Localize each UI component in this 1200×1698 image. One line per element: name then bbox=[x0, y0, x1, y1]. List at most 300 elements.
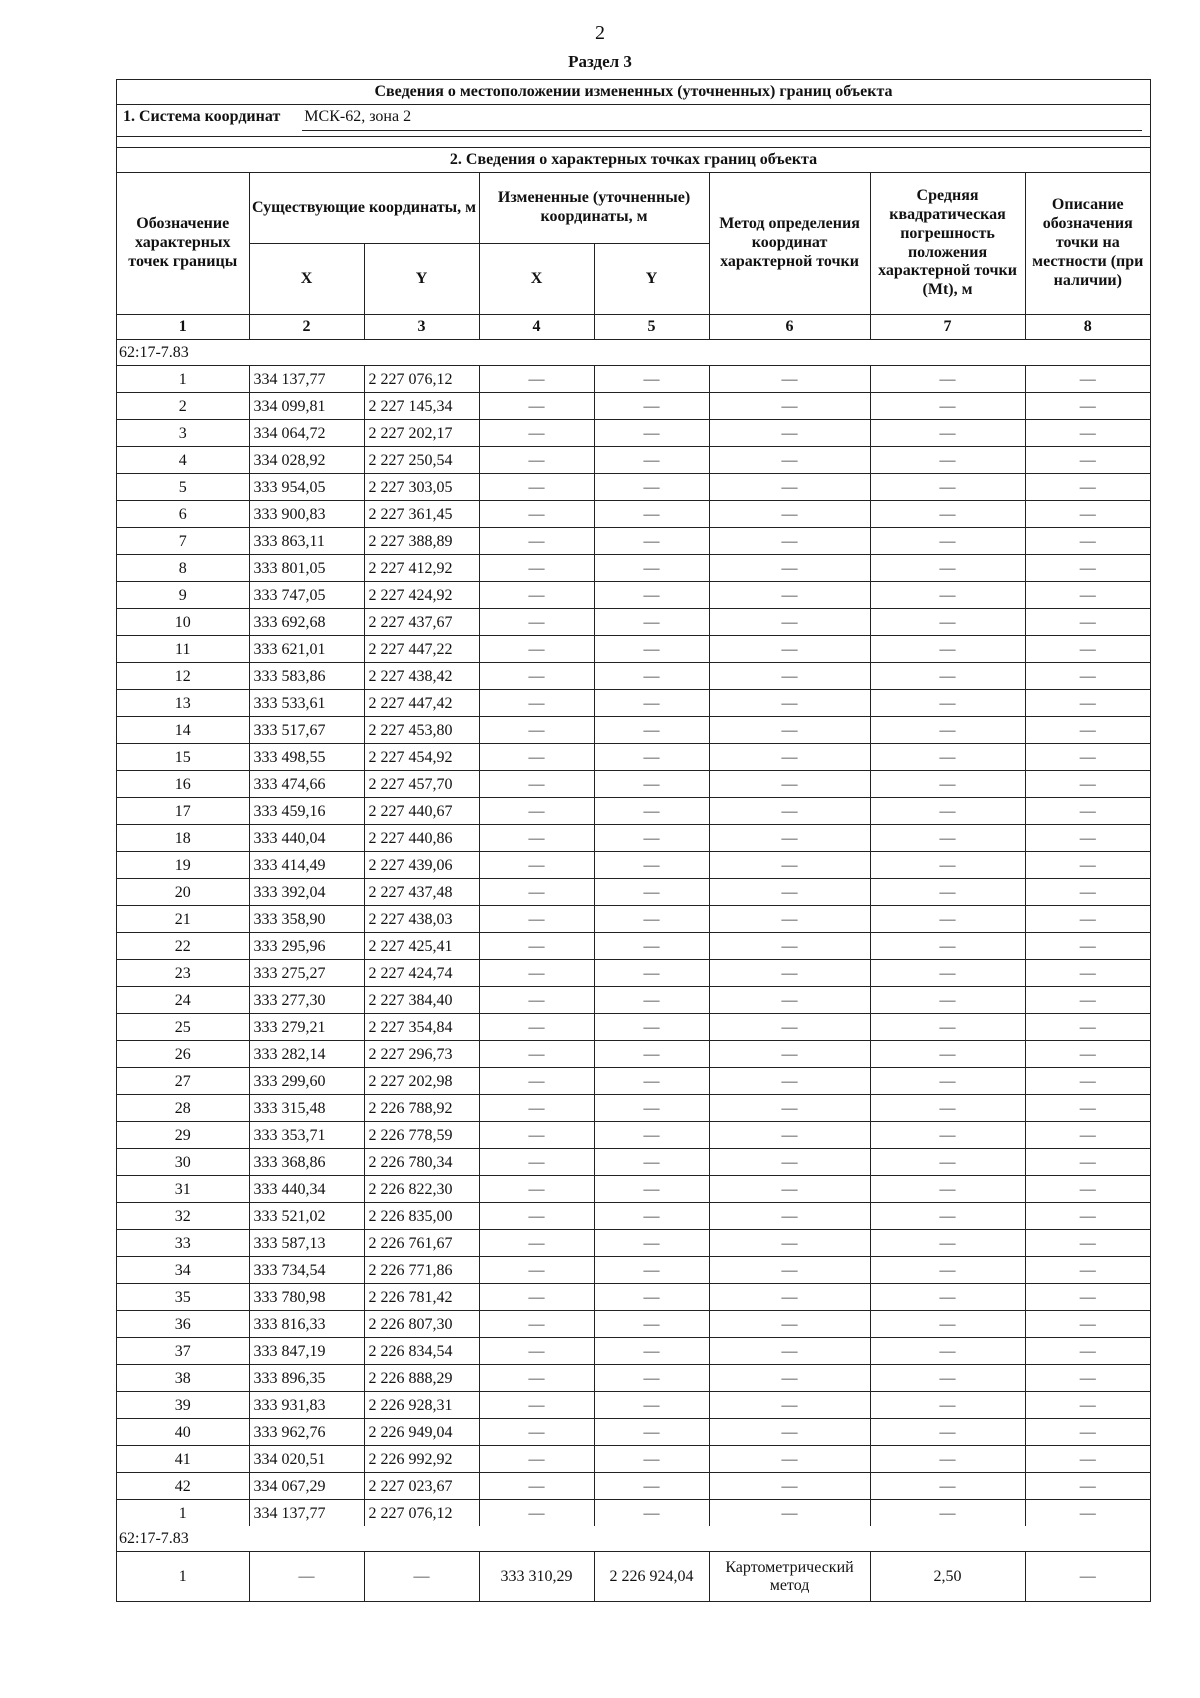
existing-x-value: 334 137,77 bbox=[249, 366, 364, 393]
description-value: — bbox=[1025, 987, 1150, 1014]
point-number: 18 bbox=[117, 825, 249, 852]
existing-y-value: 2 227 076,12 bbox=[364, 1500, 479, 1527]
existing-x-value: 333 533,61 bbox=[249, 690, 364, 717]
description-value: — bbox=[1025, 1419, 1150, 1446]
description-value: — bbox=[1025, 663, 1150, 690]
existing-y-value: 2 226 949,04 bbox=[364, 1419, 479, 1446]
table-row bbox=[117, 1392, 1150, 1419]
changed-y-value: — bbox=[594, 1068, 709, 1095]
description-value: — bbox=[1025, 1068, 1150, 1095]
changed-y-value: — bbox=[594, 933, 709, 960]
description-value: — bbox=[1025, 366, 1150, 393]
table-row bbox=[117, 636, 1150, 663]
table-row bbox=[117, 1014, 1150, 1041]
method-value: — bbox=[709, 744, 870, 771]
existing-y-value: 2 227 437,48 bbox=[364, 879, 479, 906]
existing-x-value: 334 064,72 bbox=[249, 420, 364, 447]
table-row bbox=[117, 825, 1150, 852]
header-existing-y: Y bbox=[364, 244, 479, 315]
point-number: 32 bbox=[117, 1203, 249, 1230]
table-row bbox=[117, 1311, 1150, 1338]
coord-system-label: 1. Система координат bbox=[123, 108, 281, 125]
changed-y-value: — bbox=[594, 1446, 709, 1473]
error-value: — bbox=[870, 1122, 1025, 1149]
method-value: — bbox=[709, 960, 870, 987]
table-row bbox=[117, 1203, 1150, 1230]
column-number: 3 bbox=[364, 315, 479, 340]
point-number: 33 bbox=[117, 1230, 249, 1257]
column-number: 1 bbox=[117, 315, 249, 340]
existing-y-value: 2 227 361,45 bbox=[364, 501, 479, 528]
error-value: — bbox=[870, 1068, 1025, 1095]
changed-x-value: — bbox=[479, 1392, 594, 1419]
existing-x-value: 333 459,16 bbox=[249, 798, 364, 825]
table-row bbox=[117, 1473, 1150, 1500]
description-value: — bbox=[1025, 1284, 1150, 1311]
existing-y-value: 2 227 296,73 bbox=[364, 1041, 479, 1068]
table-row bbox=[117, 1176, 1150, 1203]
changed-y-value: — bbox=[594, 852, 709, 879]
changed-x-value: — bbox=[479, 582, 594, 609]
point-number: 42 bbox=[117, 1473, 249, 1500]
table-row bbox=[117, 879, 1150, 906]
method-value: — bbox=[709, 1122, 870, 1149]
existing-y-value: 2 227 303,05 bbox=[364, 474, 479, 501]
points-body bbox=[117, 340, 1150, 1527]
changed-x-value: — bbox=[479, 1203, 594, 1230]
error-value: — bbox=[870, 717, 1025, 744]
point-number: 41 bbox=[117, 1446, 249, 1473]
existing-x-value: 333 847,19 bbox=[249, 1338, 364, 1365]
changed-x-value: — bbox=[479, 366, 594, 393]
method-value: — bbox=[709, 1392, 870, 1419]
method-value: — bbox=[709, 1473, 870, 1500]
table-row bbox=[117, 501, 1150, 528]
error-value: — bbox=[870, 1041, 1025, 1068]
error-value: — bbox=[870, 1149, 1025, 1176]
existing-x-value: 333 801,05 bbox=[249, 555, 364, 582]
changed-y-value: — bbox=[594, 1500, 709, 1527]
changed-y-value: — bbox=[594, 798, 709, 825]
table-row bbox=[117, 420, 1150, 447]
changed-y-value: — bbox=[594, 366, 709, 393]
existing-y-value: 2 226 778,59 bbox=[364, 1122, 479, 1149]
point-number: 25 bbox=[117, 1014, 249, 1041]
existing-y-value: 2 226 928,31 bbox=[364, 1392, 479, 1419]
changed-y-value: — bbox=[594, 1284, 709, 1311]
changed-y-value: — bbox=[594, 1365, 709, 1392]
description-value: — bbox=[1025, 1230, 1150, 1257]
method-value: — bbox=[709, 366, 870, 393]
error-value: — bbox=[870, 798, 1025, 825]
column-number: 4 bbox=[479, 315, 594, 340]
method-value: — bbox=[709, 555, 870, 582]
point-number: 3 bbox=[117, 420, 249, 447]
description-value: — bbox=[1025, 717, 1150, 744]
changed-y-value: — bbox=[594, 1149, 709, 1176]
description-value: — bbox=[1025, 852, 1150, 879]
existing-x-value: 333 692,68 bbox=[249, 609, 364, 636]
description-value: — bbox=[1025, 447, 1150, 474]
existing-x-value: 333 621,01 bbox=[249, 636, 364, 663]
changed-y-value: 2 226 924,04 bbox=[594, 1552, 709, 1602]
table-row bbox=[117, 1041, 1150, 1068]
existing-y-value: 2 226 888,29 bbox=[364, 1365, 479, 1392]
existing-x-value: 334 067,29 bbox=[249, 1473, 364, 1500]
method-value: — bbox=[709, 1014, 870, 1041]
existing-x-value: 333 954,05 bbox=[249, 474, 364, 501]
points-table bbox=[117, 173, 1150, 1601]
method-value: — bbox=[709, 1149, 870, 1176]
table-row bbox=[117, 798, 1150, 825]
point-number: 21 bbox=[117, 906, 249, 933]
changed-x-value: — bbox=[479, 1500, 594, 1527]
existing-x-value: 333 962,76 bbox=[249, 1419, 364, 1446]
description-value: — bbox=[1025, 1338, 1150, 1365]
changed-y-value: — bbox=[594, 1203, 709, 1230]
description-value: — bbox=[1025, 690, 1150, 717]
existing-x-value: 333 517,67 bbox=[249, 717, 364, 744]
existing-y-value: 2 227 023,67 bbox=[364, 1473, 479, 1500]
section-title: Раздел 3 bbox=[568, 52, 632, 71]
changed-x-value: — bbox=[479, 1365, 594, 1392]
header-description: Описание обозначения точки на местности (при наличии) bbox=[1025, 173, 1150, 315]
point-number: 16 bbox=[117, 771, 249, 798]
changed-x-value: — bbox=[479, 852, 594, 879]
description-value: — bbox=[1025, 771, 1150, 798]
method-value: — bbox=[709, 474, 870, 501]
header-method: Метод определения координат характерной точки bbox=[709, 173, 870, 315]
point-number: 5 bbox=[117, 474, 249, 501]
method-value: — bbox=[709, 852, 870, 879]
method-value: — bbox=[709, 1500, 870, 1527]
description-value: — bbox=[1025, 879, 1150, 906]
existing-x-value: 333 353,71 bbox=[249, 1122, 364, 1149]
changed-x-value: — bbox=[479, 1419, 594, 1446]
existing-y-value: 2 227 457,70 bbox=[364, 771, 479, 798]
method-value: — bbox=[709, 1446, 870, 1473]
table-row bbox=[117, 1149, 1150, 1176]
existing-y-value: 2 226 761,67 bbox=[364, 1230, 479, 1257]
changed-x-value: — bbox=[479, 636, 594, 663]
table-row bbox=[117, 1365, 1150, 1392]
existing-y-value: 2 227 437,67 bbox=[364, 609, 479, 636]
error-value: — bbox=[870, 1500, 1025, 1527]
table-row bbox=[117, 1257, 1150, 1284]
error-value: — bbox=[870, 1284, 1025, 1311]
table-row bbox=[117, 852, 1150, 879]
method-value: — bbox=[709, 717, 870, 744]
error-value: — bbox=[870, 1203, 1025, 1230]
changed-y-value: — bbox=[594, 771, 709, 798]
changed-x-value: 333 310,29 bbox=[479, 1552, 594, 1602]
description-value: — bbox=[1025, 1014, 1150, 1041]
changed-y-value: — bbox=[594, 393, 709, 420]
table-row bbox=[117, 366, 1150, 393]
changed-x-value: — bbox=[479, 987, 594, 1014]
table-row bbox=[117, 987, 1150, 1014]
error-value: — bbox=[870, 1473, 1025, 1500]
description-value: — bbox=[1025, 636, 1150, 663]
existing-y-value: 2 227 425,41 bbox=[364, 933, 479, 960]
error-value: — bbox=[870, 744, 1025, 771]
existing-y-value: 2 227 454,92 bbox=[364, 744, 479, 771]
table-row bbox=[117, 1095, 1150, 1122]
existing-x-value: 333 358,90 bbox=[249, 906, 364, 933]
error-value: — bbox=[870, 690, 1025, 717]
existing-x-value: 333 931,83 bbox=[249, 1392, 364, 1419]
second-group bbox=[117, 1526, 1150, 1601]
point-number: 1 bbox=[117, 366, 249, 393]
point-number: 1 bbox=[117, 1552, 249, 1602]
table-row bbox=[117, 1338, 1150, 1365]
error-value: — bbox=[870, 1446, 1025, 1473]
point-number: 27 bbox=[117, 1068, 249, 1095]
description-value: — bbox=[1025, 1149, 1150, 1176]
existing-y-value: 2 226 835,00 bbox=[364, 1203, 479, 1230]
description-value: — bbox=[1025, 1500, 1150, 1527]
table-row bbox=[117, 474, 1150, 501]
point-number: 15 bbox=[117, 744, 249, 771]
parcel-label: 62:17-7.83 bbox=[117, 340, 1150, 366]
changed-x-value: — bbox=[479, 771, 594, 798]
changed-x-value: — bbox=[479, 528, 594, 555]
existing-y-value: 2 227 076,12 bbox=[364, 366, 479, 393]
error-value: — bbox=[870, 609, 1025, 636]
error-value: — bbox=[870, 1419, 1025, 1446]
point-number: 8 bbox=[117, 555, 249, 582]
changed-y-value: — bbox=[594, 1473, 709, 1500]
changed-y-value: — bbox=[594, 1392, 709, 1419]
changed-x-value: — bbox=[479, 1338, 594, 1365]
description-value: — bbox=[1025, 1095, 1150, 1122]
method-value: — bbox=[709, 447, 870, 474]
table-row bbox=[117, 1068, 1150, 1095]
error-value: — bbox=[870, 852, 1025, 879]
error-value: — bbox=[870, 879, 1025, 906]
header-changed-x: X bbox=[479, 244, 594, 315]
table-row bbox=[117, 1230, 1150, 1257]
changed-y-value: — bbox=[594, 1095, 709, 1122]
description-value: — bbox=[1025, 501, 1150, 528]
description-value: — bbox=[1025, 420, 1150, 447]
changed-y-value: — bbox=[594, 609, 709, 636]
changed-x-value: — bbox=[479, 663, 594, 690]
description-value: — bbox=[1025, 1203, 1150, 1230]
table-row bbox=[117, 393, 1150, 420]
existing-x-value: 333 368,86 bbox=[249, 1149, 364, 1176]
description-value: — bbox=[1025, 1365, 1150, 1392]
existing-x-value: 334 028,92 bbox=[249, 447, 364, 474]
existing-y-value: 2 227 202,98 bbox=[364, 1068, 479, 1095]
error-value: — bbox=[870, 1095, 1025, 1122]
changed-x-value: — bbox=[479, 1257, 594, 1284]
changed-x-value: — bbox=[479, 447, 594, 474]
error-value: — bbox=[870, 555, 1025, 582]
table-row bbox=[117, 1500, 1150, 1527]
table-row bbox=[117, 960, 1150, 987]
method-value: — bbox=[709, 906, 870, 933]
coord-system-row bbox=[117, 105, 1150, 137]
existing-x-value: 333 299,60 bbox=[249, 1068, 364, 1095]
changed-y-value: — bbox=[594, 1311, 709, 1338]
changed-y-value: — bbox=[594, 1041, 709, 1068]
description-value: — bbox=[1025, 1257, 1150, 1284]
error-value: — bbox=[870, 393, 1025, 420]
changed-x-value: — bbox=[479, 798, 594, 825]
table-row bbox=[117, 609, 1150, 636]
changed-y-value: — bbox=[594, 528, 709, 555]
point-number: 19 bbox=[117, 852, 249, 879]
header-existing-x: X bbox=[249, 244, 364, 315]
method-value: — bbox=[709, 1311, 870, 1338]
description-value: — bbox=[1025, 582, 1150, 609]
table-row bbox=[117, 1284, 1150, 1311]
point-number: 14 bbox=[117, 717, 249, 744]
table-row bbox=[117, 744, 1150, 771]
error-value: — bbox=[870, 1311, 1025, 1338]
changed-y-value: — bbox=[594, 825, 709, 852]
existing-y-value: 2 227 447,42 bbox=[364, 690, 479, 717]
point-number: 7 bbox=[117, 528, 249, 555]
description-value: — bbox=[1025, 798, 1150, 825]
table-row bbox=[117, 1446, 1150, 1473]
existing-y-value: 2 227 453,80 bbox=[364, 717, 479, 744]
error-value: — bbox=[870, 447, 1025, 474]
error-value: — bbox=[870, 987, 1025, 1014]
changed-y-value: — bbox=[594, 501, 709, 528]
error-value: — bbox=[870, 1257, 1025, 1284]
table-row bbox=[117, 528, 1150, 555]
existing-x-value: 333 315,48 bbox=[249, 1095, 364, 1122]
changed-x-value: — bbox=[479, 1041, 594, 1068]
error-value: — bbox=[870, 1392, 1025, 1419]
column-number: 5 bbox=[594, 315, 709, 340]
method-value: — bbox=[709, 501, 870, 528]
existing-x-value: 333 275,27 bbox=[249, 960, 364, 987]
method-value: — bbox=[709, 825, 870, 852]
point-number: 1 bbox=[117, 1500, 249, 1527]
method-value: — bbox=[709, 1338, 870, 1365]
existing-x-value: 333 896,35 bbox=[249, 1365, 364, 1392]
description-value: — bbox=[1025, 1122, 1150, 1149]
existing-y-value: 2 227 424,74 bbox=[364, 960, 479, 987]
existing-y-value: 2 227 145,34 bbox=[364, 393, 479, 420]
method-value: — bbox=[709, 1419, 870, 1446]
description-value: — bbox=[1025, 528, 1150, 555]
changed-y-value: — bbox=[594, 474, 709, 501]
existing-x-value: 333 587,13 bbox=[249, 1230, 364, 1257]
coord-system-value: МСК-62, зона 2 bbox=[302, 108, 1142, 131]
existing-x-value: 333 277,30 bbox=[249, 987, 364, 1014]
changed-y-value: — bbox=[594, 1419, 709, 1446]
point-number: 24 bbox=[117, 987, 249, 1014]
changed-x-value: — bbox=[479, 474, 594, 501]
existing-y-value: 2 226 788,92 bbox=[364, 1095, 479, 1122]
existing-y-value: 2 227 354,84 bbox=[364, 1014, 479, 1041]
table-row bbox=[117, 555, 1150, 582]
changed-y-value: — bbox=[594, 717, 709, 744]
existing-y-value: 2 227 384,40 bbox=[364, 987, 479, 1014]
parcel-label: 62:17-7.83 bbox=[117, 1526, 1150, 1552]
existing-y-value: 2 227 440,86 bbox=[364, 825, 479, 852]
existing-y-value: 2 227 440,67 bbox=[364, 798, 479, 825]
existing-x-value: 334 137,77 bbox=[249, 1500, 364, 1527]
method-value: — bbox=[709, 528, 870, 555]
changed-y-value: — bbox=[594, 1122, 709, 1149]
existing-x-value: 333 440,34 bbox=[249, 1176, 364, 1203]
error-value: — bbox=[870, 960, 1025, 987]
method-value: — bbox=[709, 1203, 870, 1230]
error-value: — bbox=[870, 420, 1025, 447]
existing-x-value: — bbox=[249, 1552, 364, 1602]
column-number: 2 bbox=[249, 315, 364, 340]
error-value: — bbox=[870, 1338, 1025, 1365]
table-row bbox=[117, 933, 1150, 960]
changed-y-value: — bbox=[594, 879, 709, 906]
changed-x-value: — bbox=[479, 1230, 594, 1257]
error-value: — bbox=[870, 1230, 1025, 1257]
page-number: 2 bbox=[595, 22, 605, 44]
point-number: 22 bbox=[117, 933, 249, 960]
table-title: Сведения о местоположении измененных (уточненных) границ объекта bbox=[117, 80, 1150, 105]
method-value: — bbox=[709, 609, 870, 636]
changed-y-value: — bbox=[594, 744, 709, 771]
spacer bbox=[117, 137, 1150, 148]
point-number: 20 bbox=[117, 879, 249, 906]
point-number: 6 bbox=[117, 501, 249, 528]
table-row bbox=[117, 1419, 1150, 1446]
changed-y-value: — bbox=[594, 960, 709, 987]
table-row bbox=[117, 447, 1150, 474]
changed-x-value: — bbox=[479, 1095, 594, 1122]
point-number: 37 bbox=[117, 1338, 249, 1365]
changed-x-value: — bbox=[479, 1068, 594, 1095]
existing-x-value: 334 099,81 bbox=[249, 393, 364, 420]
changed-x-value: — bbox=[479, 1149, 594, 1176]
method-value: — bbox=[709, 1095, 870, 1122]
method-value: — bbox=[709, 582, 870, 609]
changed-x-value: — bbox=[479, 960, 594, 987]
changed-x-value: — bbox=[479, 393, 594, 420]
existing-x-value: 333 863,11 bbox=[249, 528, 364, 555]
table-row bbox=[117, 717, 1150, 744]
existing-x-value: 333 780,98 bbox=[249, 1284, 364, 1311]
existing-x-value: 333 734,54 bbox=[249, 1257, 364, 1284]
error-value: — bbox=[870, 771, 1025, 798]
existing-y-value: 2 227 388,89 bbox=[364, 528, 479, 555]
description-value: — bbox=[1025, 1176, 1150, 1203]
changed-y-value: — bbox=[594, 663, 709, 690]
error-value: — bbox=[870, 636, 1025, 663]
description-value: — bbox=[1025, 744, 1150, 771]
existing-x-value: 333 521,02 bbox=[249, 1203, 364, 1230]
point-number: 11 bbox=[117, 636, 249, 663]
error-value: — bbox=[870, 528, 1025, 555]
existing-y-value: 2 226 834,54 bbox=[364, 1338, 479, 1365]
error-value: — bbox=[870, 474, 1025, 501]
changed-x-value: — bbox=[479, 1446, 594, 1473]
method-value: — bbox=[709, 1284, 870, 1311]
changed-x-value: — bbox=[479, 1311, 594, 1338]
changed-y-value: — bbox=[594, 1014, 709, 1041]
method-value: — bbox=[709, 1068, 870, 1095]
error-value: — bbox=[870, 501, 1025, 528]
header-point-designation: Обозначение характерных точек границы bbox=[117, 173, 249, 315]
description-value: — bbox=[1025, 906, 1150, 933]
error-value: — bbox=[870, 1014, 1025, 1041]
description-value: — bbox=[1025, 474, 1150, 501]
